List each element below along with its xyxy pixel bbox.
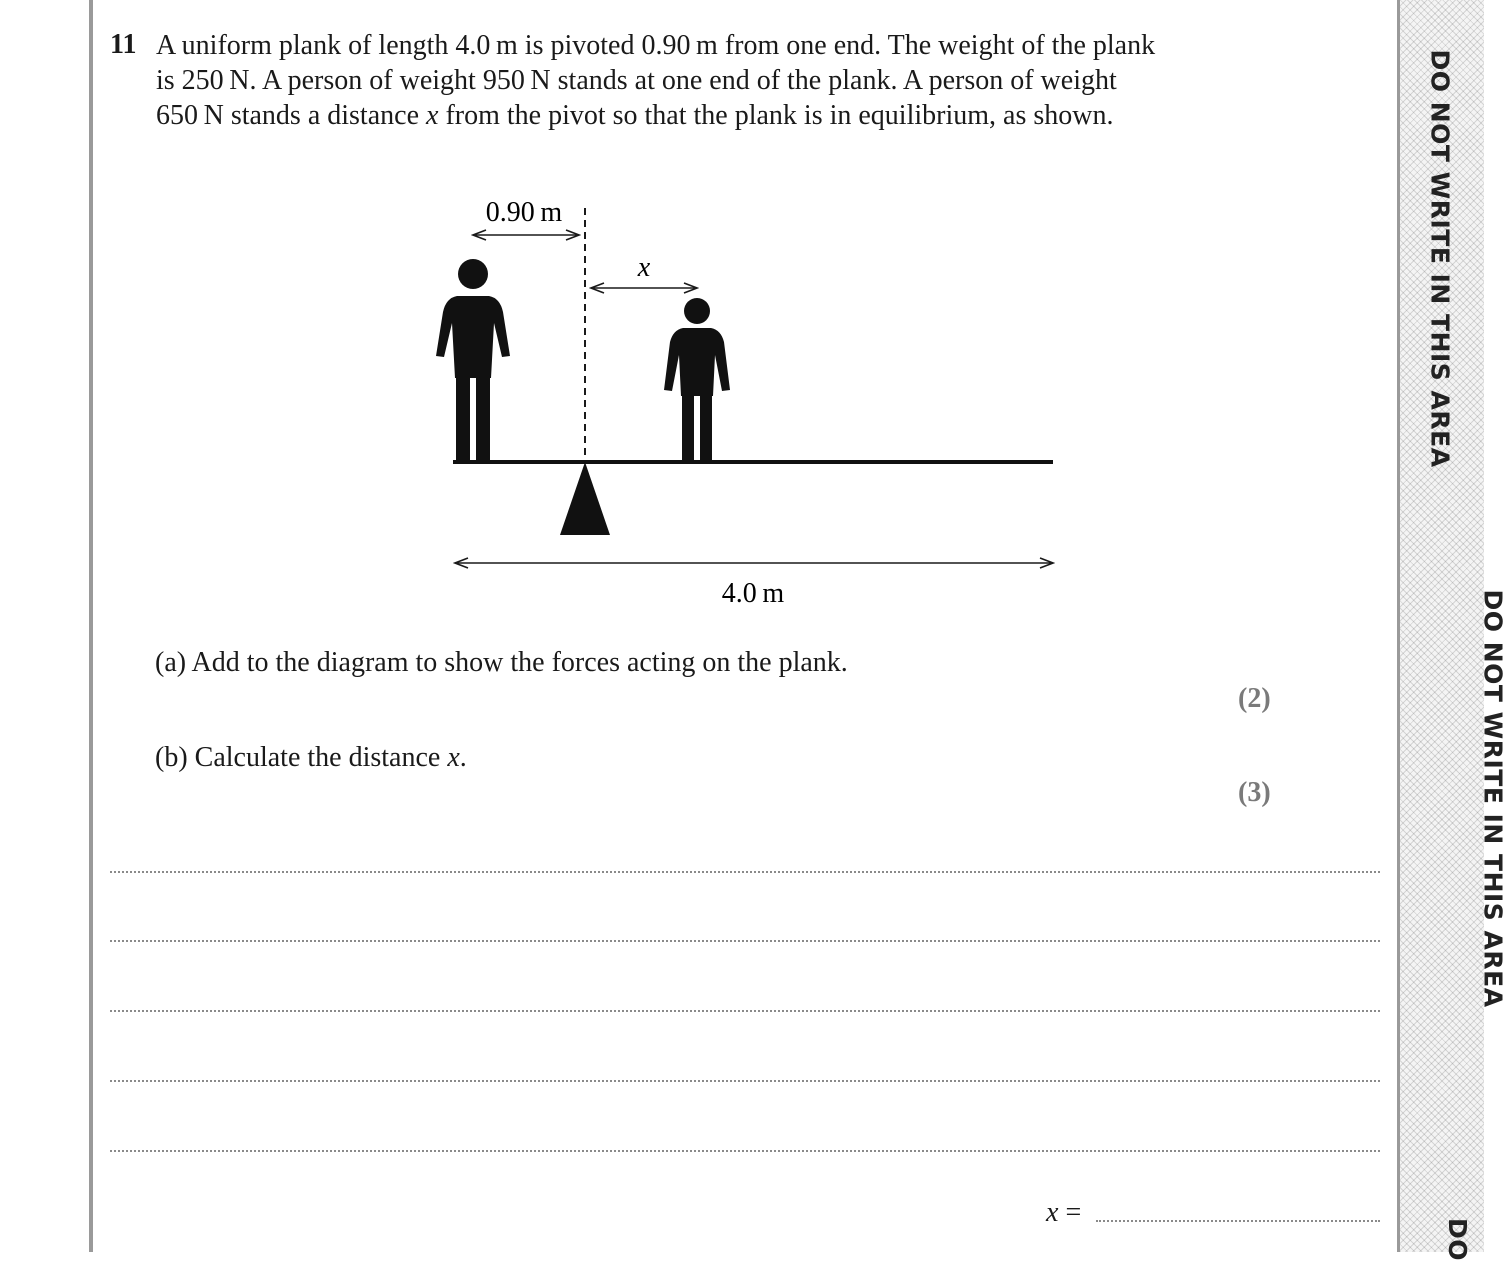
answer-line-4[interactable] <box>110 1080 1380 1082</box>
part-b-marks: (3) <box>1238 777 1271 808</box>
part-b-text-start: (b) Calculate the distance <box>155 742 448 773</box>
person-right-icon <box>664 298 730 462</box>
pivot-triangle <box>560 462 610 535</box>
person-left-icon <box>436 259 510 462</box>
plank-diagram <box>0 0 1484 640</box>
question-line-3-end: from the pivot so that the plank is in equilibrium, as shown. <box>438 100 1114 131</box>
margin-warning-bottom-cut: DO <box>1443 1217 1473 1261</box>
label-4-0m: 4.0 m <box>721 578 785 609</box>
label-0-90m: 0.90 m <box>485 197 563 228</box>
answer-line-1[interactable] <box>110 871 1380 873</box>
part-b-text-end: . <box>459 742 467 773</box>
question-line-3-start: 650 N stands a distance <box>156 100 426 131</box>
part-a-text: (a) Add to the diagram to show the forces acting on the plank. <box>155 647 848 678</box>
question-number: 11 <box>110 29 137 60</box>
question-line-1: A uniform plank of length 4.0 m is pivoted 0.90 m from one end. The weight of the plank <box>156 30 1156 61</box>
variable-x: x <box>426 100 439 131</box>
label-x: x <box>637 252 651 283</box>
final-answer-label <box>1046 1197 1081 1229</box>
question-line-2: is 250 N. A person of weight 950 N stands at one end of the plank. A person of weight <box>156 65 1117 96</box>
final-answer-equals: = <box>1058 1197 1082 1228</box>
final-answer-variable: x <box>1046 1197 1059 1228</box>
margin-warning-top: DO NOT WRITE IN THIS AREA <box>1425 49 1455 468</box>
final-answer-field[interactable] <box>1096 1220 1380 1222</box>
answer-line-2[interactable] <box>110 940 1380 942</box>
margin-warning-middle: DO NOT WRITE IN THIS AREA <box>1478 589 1508 1008</box>
part-a-marks: (2) <box>1238 683 1271 714</box>
answer-line-3[interactable] <box>110 1010 1380 1012</box>
part-b-variable: x <box>447 742 460 773</box>
answer-line-5[interactable] <box>110 1150 1380 1152</box>
part-b-text <box>155 742 467 774</box>
